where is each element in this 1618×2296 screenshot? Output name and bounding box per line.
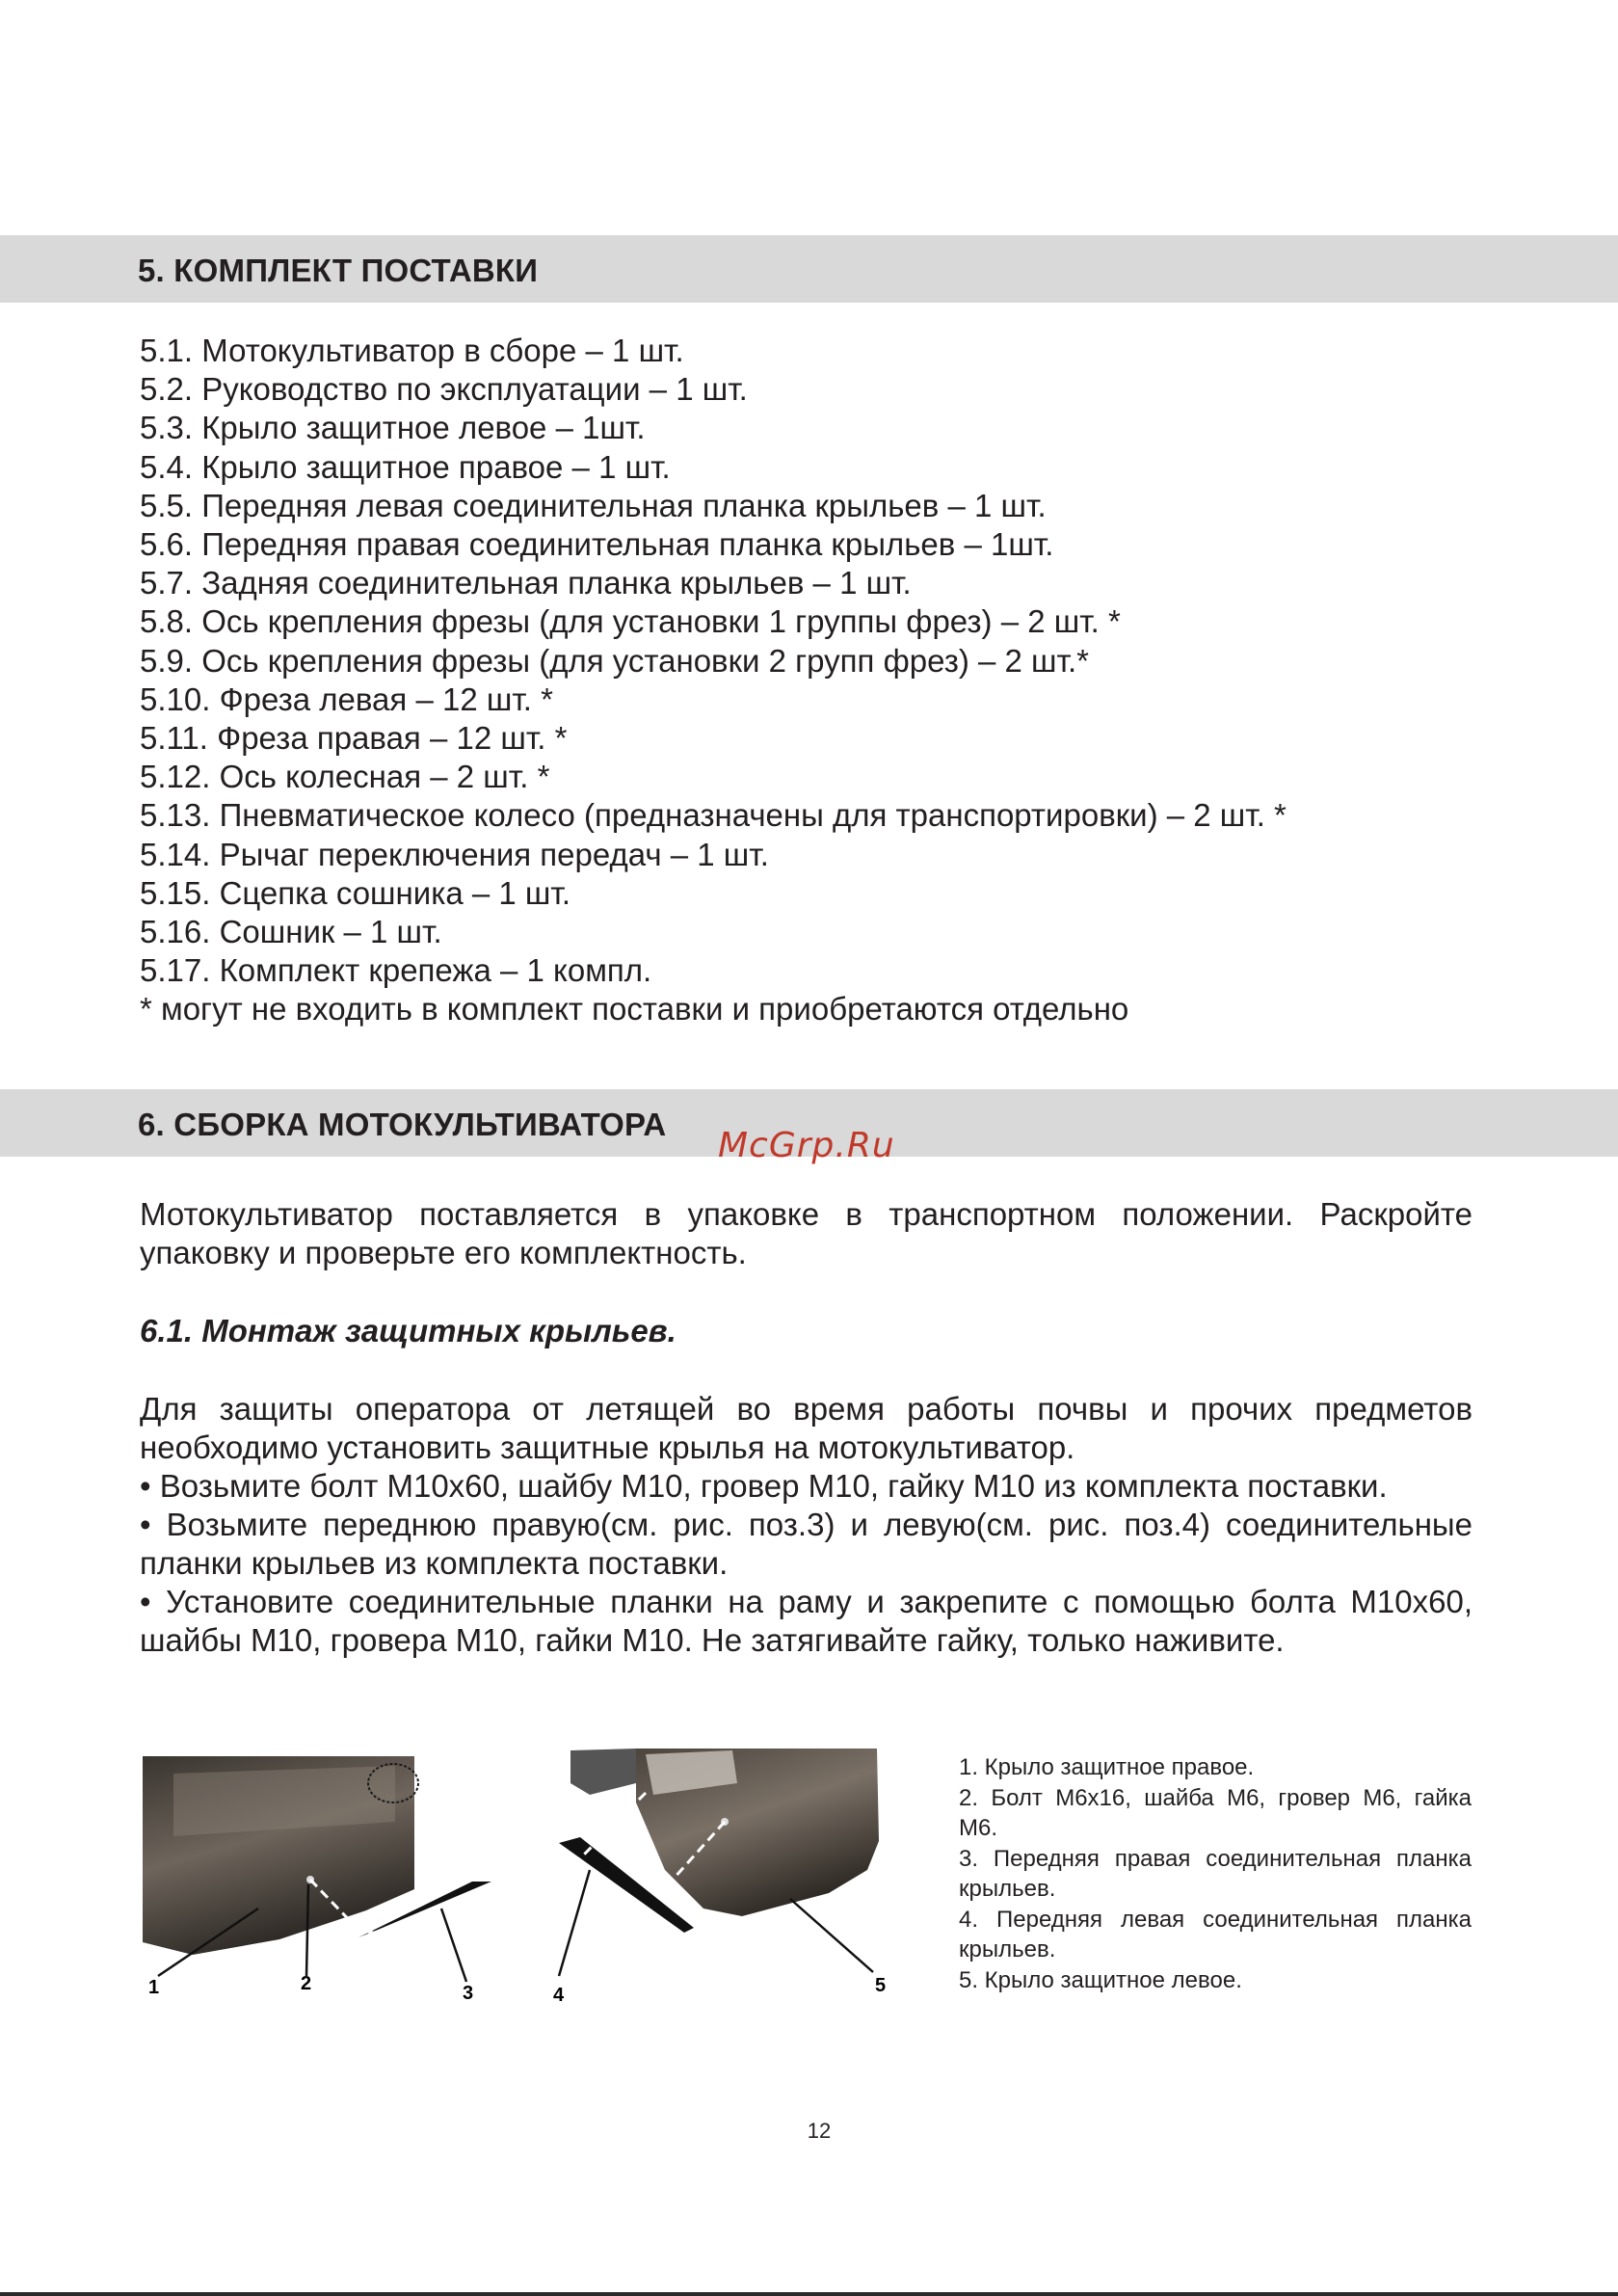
list-item: 5.2. Руководство по эксплуатации – 1 шт. [140, 371, 748, 408]
legend-item: 4. Передняя левая соединительная планка крыльев. [959, 1906, 1472, 1962]
list-item: 5.14. Рычаг переключения передач – 1 шт. [140, 836, 769, 872]
list-item: 5.12. Ось колесная – 2 шт. * [140, 759, 550, 795]
legend-item: 3. Передняя правая соединительная планка крыльев. [959, 1845, 1472, 1902]
dashed-guide-left [578, 1793, 646, 1860]
subsection-title: 6.1. Монтаж защитных крыльев. [140, 1313, 676, 1348]
legend-item: 5. Крыло защитное левое. [959, 1966, 1242, 1993]
paragraph: • Установите соединительные планки на раму и закрепите с помощью болта М10х60, шайбы М10, гровера М10, гайки М10. Не затягивайте гайку, только наживите. [140, 1584, 1472, 1658]
list-item: 5.6. Передняя правая соединительная планка крыльев – 1шт. [140, 526, 1054, 563]
list-item: 5.9. Ось крепления фрезы (для установки 2 групп фрез) – 2 шт.* [140, 642, 1089, 679]
bottom-rule [0, 2292, 1618, 2296]
list-item: 5.13. Пневматическое колесо (предназначены для транспортировки) – 2 шт. * [140, 797, 1286, 834]
watermark: McGrp.Ru [718, 1126, 895, 1165]
leader-5 [790, 1899, 873, 1972]
legend-item: 1. Крыло защитное правое. [959, 1754, 1255, 1780]
list-item: 5.11. Фреза правая – 12 шт. * [140, 720, 568, 757]
delivery-list [140, 332, 1286, 1029]
list-item: 5.10. Фреза левая – 12 шт. * [140, 681, 553, 717]
list-item: 5.8. Ось крепления фрезы (для установки 1 группы фрез) – 2 шт. * [140, 603, 1121, 640]
list-item: 5.7. Задняя соединительная планка крыльев – 1 шт. [140, 565, 912, 601]
footnote: * могут не входить в комплект поставки и приобретаются отдельно [140, 991, 1129, 1028]
list-item: 5.3. Крыло защитное левое – 1шт. [140, 410, 646, 446]
callout-4: 4 [553, 1985, 565, 2006]
leader-4 [559, 1870, 590, 1976]
figure-right-fender [135, 1745, 520, 2019]
list-item: 5.1. Мотокультиватор в сборе – 1 шт. [140, 333, 684, 368]
list-item: 5.17. Комплект крепежа – 1 компл. [140, 952, 652, 989]
callout-1: 1 [148, 1977, 160, 1998]
legend-item: 2. Болт М6х16, шайба М6, гровер М6, гайка М6. [959, 1784, 1472, 1841]
figure-left-fender [540, 1745, 906, 2019]
callout-2: 2 [301, 1973, 312, 1994]
section-5-title: 5. КОМПЛЕКТ ПОСТАВКИ [138, 253, 539, 288]
frame-part [570, 1749, 636, 1795]
page-number: 12 [807, 2119, 832, 2143]
list-item: 5.15. Сцепка сошника – 1 шт. [140, 874, 571, 911]
leader-3 [441, 1909, 466, 1982]
paragraph: • Возьмите переднюю правую(см. рис. поз.3) и левую(см. рис. поз.4) соединительные планки крыльев из комплекта поставки. [140, 1507, 1472, 1581]
figure-legend [959, 1752, 1472, 1995]
section-6-title: 6. СБОРКА МОТОКУЛЬТИВАТОРА [138, 1107, 667, 1142]
list-item: 5.5. Передняя левая соединительная планка крыльев – 1 шт. [140, 487, 1047, 523]
list-item: 5.4. Крыло защитное правое – 1 шт. [140, 448, 671, 485]
list-item: 5.16. Сошник – 1 шт. [140, 914, 442, 950]
callout-3: 3 [463, 1983, 474, 2004]
section-5-header [0, 235, 1618, 303]
paragraph: • Возьмите болт М10х60, шайбу М10, гровер М10, гайку М10 из комплекта поставки. [140, 1468, 1388, 1504]
paragraph: Для защиты оператора от летящей во время работы почвы и прочих предметов необходимо установить защитные крылья на мотокультиватор. [140, 1391, 1472, 1465]
callout-5: 5 [875, 1975, 887, 1996]
intro-paragraph: Мотокультиватор поставляется в упаковке в транспортном положении. Раскройте упаковку и проверьте его комплектность. [140, 1196, 1472, 1270]
